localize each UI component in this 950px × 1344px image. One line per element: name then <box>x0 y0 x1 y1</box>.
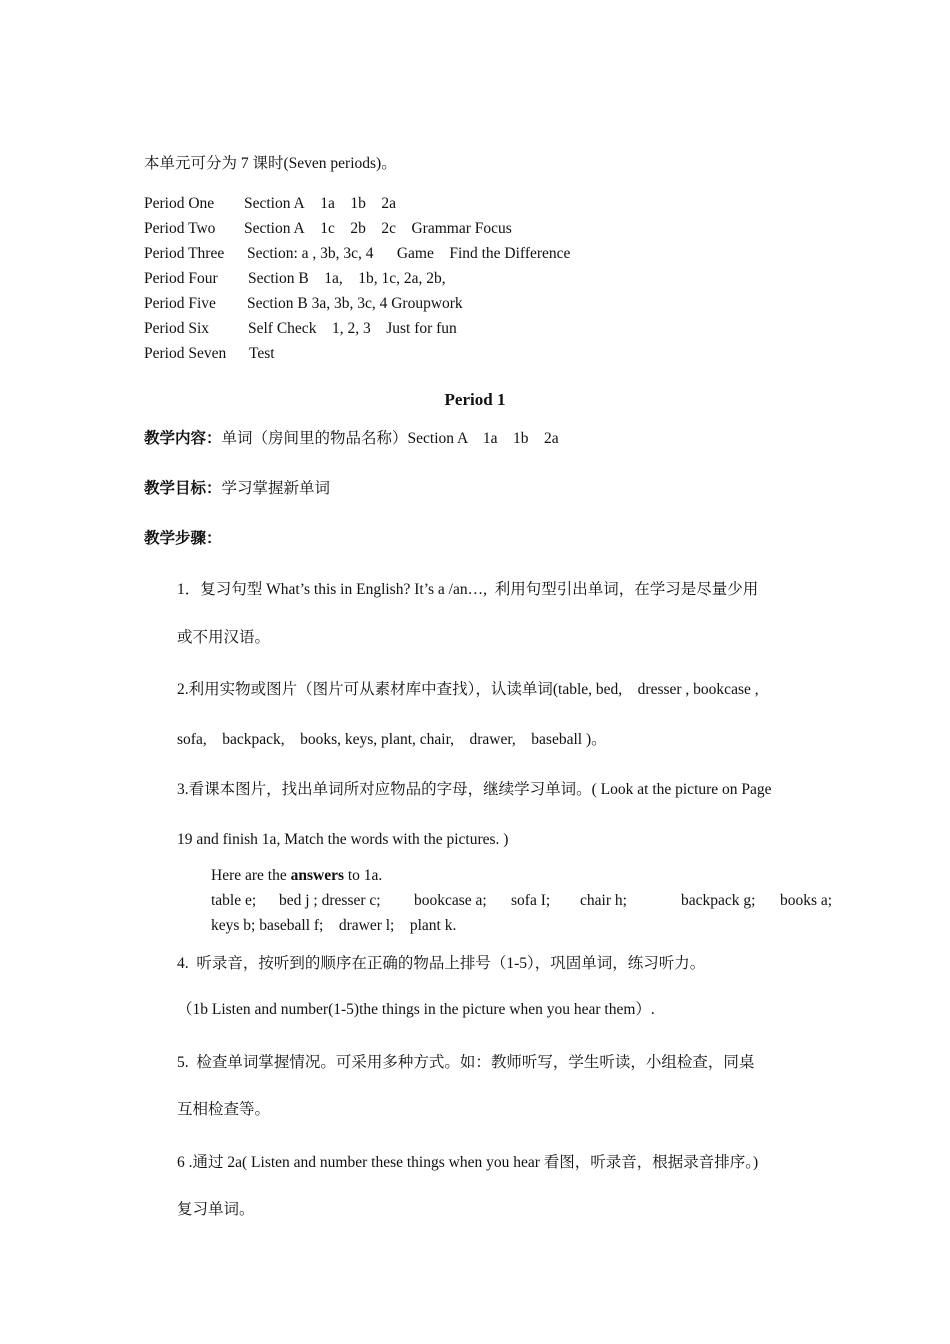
answer-item: sofa I; <box>511 892 551 909</box>
period-name: Period Two <box>144 220 216 237</box>
period-section: Test <box>249 345 275 362</box>
period-row <box>144 219 512 239</box>
period-section: Section B 3a, 3b, 3c, 4 Groupwork <box>247 295 463 312</box>
period-row <box>144 244 570 264</box>
period-row <box>144 344 275 364</box>
period-content: 1, 2, 3 Just for fun <box>331 320 457 337</box>
step-1-line-1: 1．复习句型 What’s this in English? It’s a /an…, 利用句型引出单词，在学习是尽量少用 <box>177 581 759 598</box>
period-content: Game Find the Difference <box>396 245 571 262</box>
period-section: Section A <box>244 220 305 237</box>
period-section: Section: a , 3b, 3c, 4 <box>247 245 374 262</box>
intro-line: 本单元可分为 7 课时(Seven periods)。 <box>144 155 397 172</box>
step-4-line-1: 4. 听录音，按听到的顺序在正确的物品上排号（1-5），巩固单词，练习听力。 <box>177 955 706 972</box>
answer-item: bed j ; dresser c; <box>279 892 381 909</box>
period-name: Period Three <box>144 245 225 262</box>
steps-label: 教学步骤： <box>144 529 222 547</box>
period-name: Period Four <box>144 270 218 287</box>
answers-pre: Here are the <box>211 867 291 884</box>
period-title: Period 1 <box>444 390 506 409</box>
content-text: 单词（房间里的物品名称）Section A 1a 1b 2a <box>221 430 559 447</box>
step-2-line-2: sofa, backpack, books, keys, plant, chair, drawer, baseball )。 <box>177 731 607 748</box>
step-6-line-1: 6 .通过 2a( Listen and number these things when you hear 看图，听录音，根据录音排序。) <box>177 1154 759 1171</box>
period-content: 1a 1b 2a <box>320 195 396 212</box>
period-name: Period Five <box>144 295 216 312</box>
period-section: Self Check <box>248 320 317 337</box>
content-line <box>144 428 559 449</box>
period-row <box>144 194 396 214</box>
step-3-line-2: 19 and finish 1a, Match the words with the pictures. ) <box>177 831 509 848</box>
step-2-line-1: 2.利用实物或图片（图片可从素材库中查找），认读单词(table, bed, dresser , bookcase , <box>177 681 759 698</box>
answer-item: chair h; <box>580 892 627 909</box>
content-label: 教学内容： <box>144 429 222 447</box>
period-row <box>144 294 463 314</box>
step-3-line-1: 3.看课本图片，找出单词所对应物品的字母，继续学习单词。( Look at the picture on Page <box>177 781 772 798</box>
answer-item: backpack g; <box>681 892 756 909</box>
goal-line <box>144 478 330 499</box>
step-4-line-2: （1b Listen and number(1-5)the things in the picture when you hear them）. <box>177 1001 655 1018</box>
answer-item: bookcase a; <box>414 892 487 909</box>
answers-row-1 <box>211 891 832 911</box>
answer-item: table e; <box>211 892 257 909</box>
period-section: Section B <box>248 270 309 287</box>
period-section: Section A <box>244 195 305 212</box>
step-5-line-1: 5. 检查单词掌握情况。可采用多种方式。如：教师听写，学生听读，小组检查，同桌 <box>177 1054 755 1071</box>
answers-row-2: keys b; baseball f; drawer l; plant k. <box>211 917 457 934</box>
step-6-line-2: 复习单词。 <box>177 1201 255 1218</box>
goal-text: 学习掌握新单词 <box>221 479 331 497</box>
goal-label: 教学目标： <box>144 479 222 497</box>
period-content: 1c 2b 2c Grammar Focus <box>320 220 512 237</box>
period-name: Period Seven <box>144 345 227 362</box>
answers-bold: answers <box>290 867 344 884</box>
period-row <box>144 269 446 289</box>
period-row <box>144 319 457 339</box>
answers-post: to 1a. <box>344 867 383 884</box>
step-1-line-2: 或不用汉语。 <box>177 629 271 646</box>
period-name: Period Six <box>144 320 210 337</box>
period-name: Period One <box>144 195 215 212</box>
step-5-line-2: 互相检查等。 <box>177 1101 271 1118</box>
period-content: 1a, 1b, 1c, 2a, 2b, <box>324 270 446 287</box>
answers-heading <box>211 866 382 886</box>
answer-item: books a; <box>780 892 833 909</box>
